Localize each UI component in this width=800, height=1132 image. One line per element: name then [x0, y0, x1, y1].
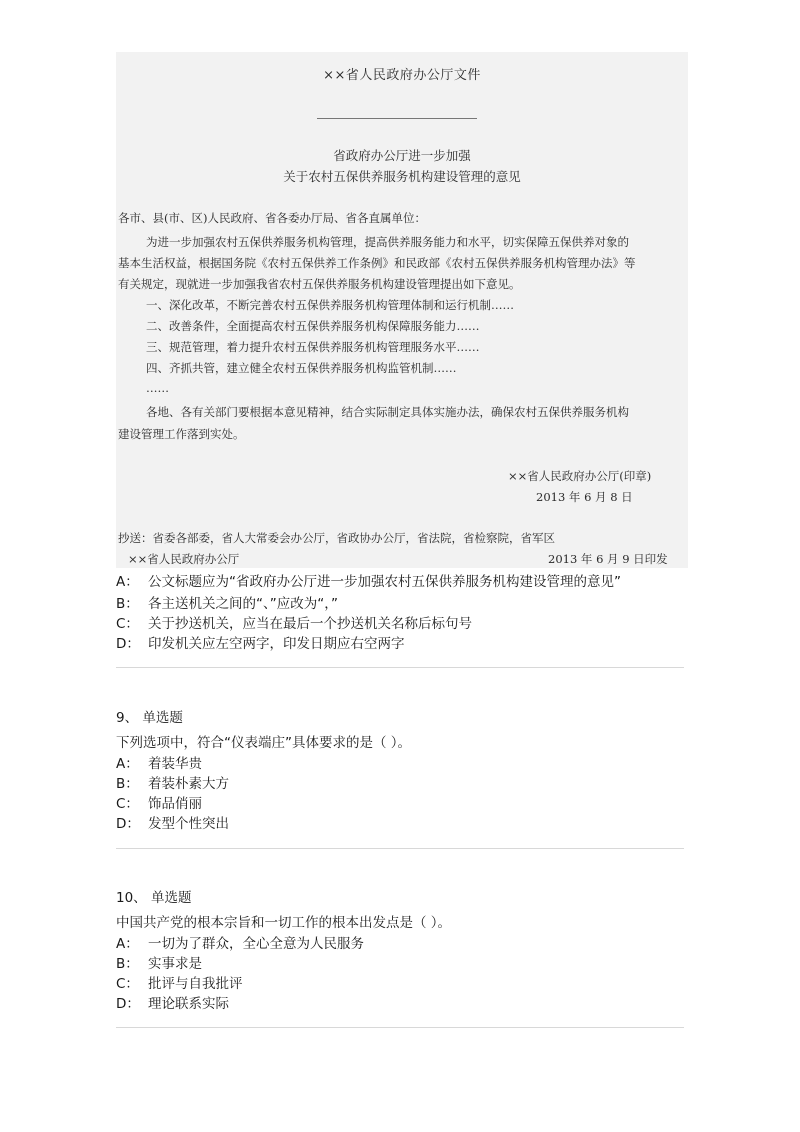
q8-option-d [116, 632, 405, 652]
q9-option-c-label: C： [116, 796, 139, 812]
document-ellipsis: …… [146, 381, 169, 395]
q10-option-a-text: 一切为了群众，全心全意为人民服务 [148, 936, 364, 952]
q9-option-a-text: 着装华贵 [148, 756, 202, 772]
document-body-line3: 有关规定，现就进一步加强我省农村五保供养服务机构建设管理提出如下意见。 [118, 277, 521, 291]
q10-option-d [116, 992, 229, 1012]
q10-option-d-label: D： [116, 996, 140, 1012]
q10-option-a-label: A： [116, 936, 139, 952]
question-divider [116, 848, 684, 849]
document-body-line2: 基本生活权益，根据国务院《农村五保供养工作条例》和民政部《农村五保供养服务机构管理办法》等 [118, 256, 636, 270]
scanned-document-image [116, 52, 688, 568]
q9-option-b-label: B： [116, 776, 139, 792]
document-title-line2: 关于农村五保供养服务机构建设管理的意见 [283, 169, 521, 184]
q9-option-b-text: 着装朴素大方 [148, 776, 229, 792]
question-divider [116, 1027, 684, 1028]
q10-header: 10、 单选题 [116, 890, 192, 906]
q9-option-c-text: 饰品俏丽 [148, 796, 202, 812]
document-item-2: 二、改善条件，全面提高农村五保供养服务机构保障服务能力…… [146, 319, 480, 333]
q9-option-d-text: 发型个性突出 [148, 816, 229, 832]
q10-option-c-label: C： [116, 976, 139, 992]
question-divider [116, 667, 684, 668]
document-salutation: 各市、县(市、区)人民政府、省各委办厅局、省各直属单位： [118, 211, 426, 225]
document-cc-line: 抄送：省委各部委，省人大常委会办公厅，省政协办公厅，省法院，省检察院，省军区 [118, 531, 555, 545]
document-office-line: ××省人民政府办公厅 [128, 552, 240, 566]
document-issuer-seal: ××省人民政府办公厅(印章) [508, 469, 652, 483]
q8-option-a-label: A： [116, 574, 139, 590]
q9-stem: 下列选项中，符合“仪表端庄”具体要求的是（ ）。 [116, 735, 412, 751]
document-closing-line2: 建设管理工作落到实处。 [118, 427, 245, 441]
header-divider-line [317, 118, 477, 119]
document-print-date: 2013 年 6 月 9 日印发 [548, 552, 668, 566]
q8-option-b-text: 各主送机关之间的“、”应改为“，” [148, 596, 338, 612]
q10-option-b-text: 实事求是 [148, 956, 202, 972]
q10-option-a [116, 932, 364, 952]
q9-header: 9、 单选题 [116, 710, 183, 726]
q10-stem: 中国共产党的根本宗旨和一切工作的根本出发点是（ ）。 [116, 915, 452, 931]
document-item-1: 一、深化改革，不断完善农村五保供养服务机构管理体制和运行机制…… [146, 298, 514, 312]
q8-option-d-text: 印发机关应左空两字，印发日期应右空两字 [148, 636, 405, 652]
document-item-3: 三、规范管理，着力提升农村五保供养服务机构管理服务水平…… [146, 340, 480, 354]
document-title-line1: 省政府办公厅进一步加强 [333, 148, 471, 163]
document-item-4: 四、齐抓共管，建立健全农村五保供养服务机构监管机制…… [146, 361, 457, 375]
document-body-line1: 为进一步加强农村五保供养服务机构管理，提高供养服务能力和水平，切实保障五保供养对象的 [146, 235, 629, 249]
q8-option-b [116, 592, 338, 612]
q10-option-b-label: B： [116, 956, 139, 972]
q9-option-a-label: A： [116, 756, 139, 772]
q8-option-a [116, 570, 621, 590]
q8-option-c [116, 612, 472, 632]
q9-option-b [116, 772, 229, 792]
document-sign-date: 2013 年 6 月 8 日 [536, 490, 633, 504]
q8-option-a-text: 公文标题应为“省政府办公厅进一步加强农村五保供养服务机构建设管理的意见” [148, 574, 621, 590]
q8-option-c-text: 关于抄送机关，应当在最后一个抄送机关名称后标句号 [148, 616, 472, 632]
q8-option-c-label: C： [116, 616, 139, 632]
q10-option-c-text: 批评与自我批评 [148, 976, 243, 992]
q10-option-c [116, 972, 243, 992]
document-header: ××省人民政府办公厅文件 [323, 68, 481, 83]
q9-option-c [116, 792, 202, 812]
q9-option-d [116, 812, 229, 832]
q10-option-b [116, 952, 202, 972]
q10-option-d-text: 理论联系实际 [148, 996, 229, 1012]
document-closing-line1: 各地、各有关部门要根据本意见精神，结合实际制定具体实施办法，确保农村五保供养服务机构 [146, 405, 629, 419]
q8-option-b-label: B： [116, 596, 139, 612]
q9-option-a [116, 752, 202, 772]
q8-option-d-label: D： [116, 636, 140, 652]
q9-option-d-label: D： [116, 816, 140, 832]
